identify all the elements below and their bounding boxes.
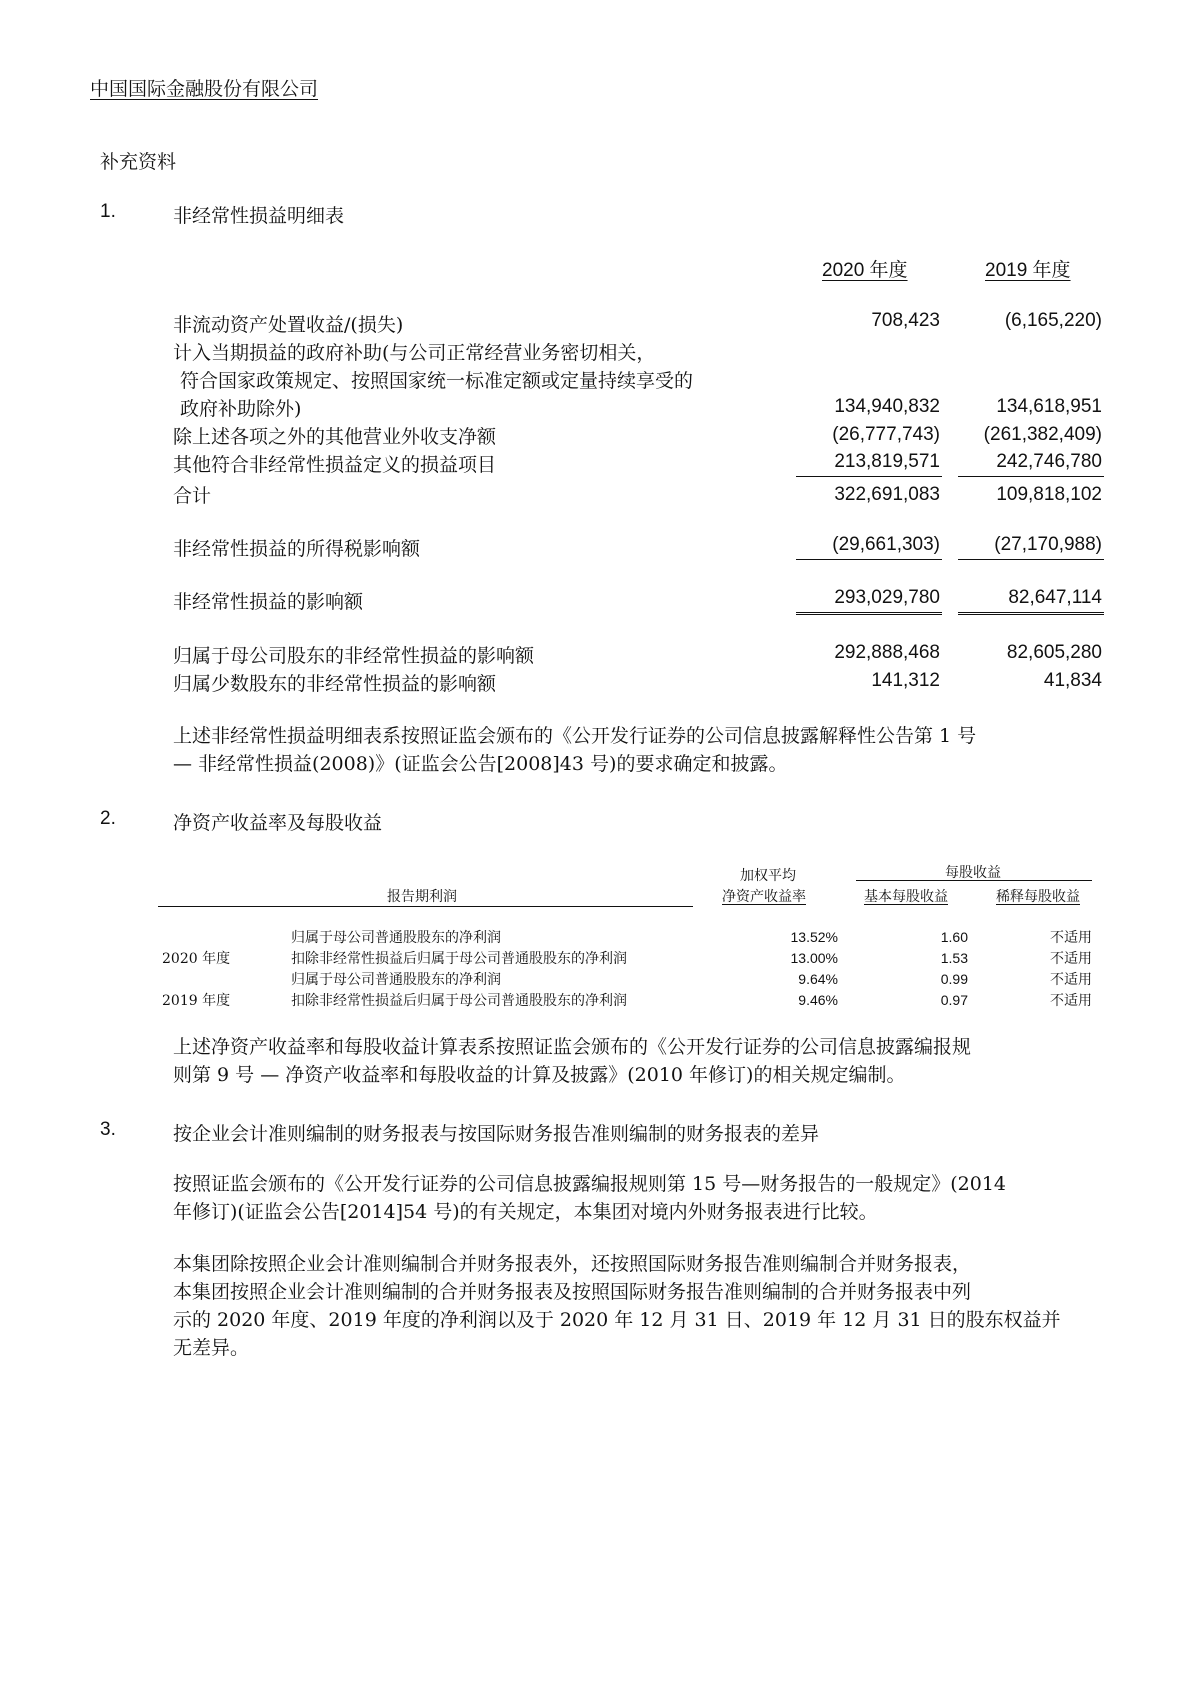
- row-gov-label-1: 计入当期损益的政府补助(与公司正常经营业务密切相关，: [173, 342, 656, 364]
- section1-note: [173, 722, 1113, 778]
- section3-para1: [173, 1170, 1113, 1226]
- roe-row-2-roe: 13.00%: [790, 950, 838, 966]
- row-total-2019: 109,818,102: [996, 484, 1102, 505]
- row-disposal-2019: (6,165,220): [1004, 310, 1102, 331]
- section3-para2-line4: 无差异。: [173, 1337, 250, 1359]
- section1-title: 非经常性损益明细表: [173, 205, 345, 227]
- section3-para2-line2: 本集团按照企业会计准则编制的合并财务报表及按照国际财务报告准则编制的合并财务报表中列: [173, 1281, 972, 1303]
- section3-para1-line1: 按照证监会颁布的《公开发行证券的公司信息披露编报规则第 15 号—财务报告的一般规定》(2014: [173, 1173, 1007, 1195]
- section1-note-line2: — 非经常性损益(2008)》(证监会公告[2008]43 号)的要求确定和披露。: [173, 753, 788, 775]
- hdr-profit: 报告期利润: [387, 889, 457, 905]
- roe-row-4-roe: 9.46%: [798, 992, 838, 1008]
- roe-row-2-year: 2020 年度: [162, 951, 231, 967]
- roe-row-4-label: 扣除非经常性损益后归属于母公司普通股股东的净利润: [291, 993, 627, 1009]
- section1-number: 1.: [100, 201, 116, 222]
- row-disposal-label: 非流动资产处置收益/(损失): [173, 314, 404, 336]
- row-parent-2019: 82,605,280: [1006, 642, 1102, 663]
- section3-para1-line2: 年修订)(证监会公告[2014]54 号)的有关规定，本集团对境内外财务报表进行比较。: [173, 1201, 878, 1223]
- roe-row-4-diluted: 不适用: [1050, 993, 1092, 1009]
- tax-rule-2020: [796, 559, 942, 560]
- section2-note-line1: 上述净资产收益率和每股收益计算表系按照证监会颁布的《公开发行证券的公司信息披露编报规: [173, 1036, 972, 1058]
- row-total-label: 合计: [173, 485, 212, 507]
- row-minority-2019: 41,834: [1043, 670, 1102, 691]
- roe-row-2-diluted: 不适用: [1050, 951, 1092, 967]
- roe-row-4-basic: 0.97: [940, 992, 968, 1008]
- tax-rule-2019: [958, 559, 1104, 560]
- row-gov-2020: 134,940,832: [834, 396, 940, 417]
- row-tax-label: 非经常性损益的所得税影响额: [173, 538, 421, 560]
- supplementary-title: 补充资料: [100, 151, 177, 173]
- row-other-nonop-2019: (261,382,409): [983, 424, 1102, 445]
- row-other-nonop-label: 除上述各项之外的其他营业外收支净额: [173, 426, 497, 448]
- roe-row-2-label: 扣除非经常性损益后归属于母公司普通股股东的净利润: [291, 951, 627, 967]
- roe-row-1-basic: 1.60: [940, 929, 968, 945]
- section2-number: 2.: [100, 808, 116, 829]
- row-tax-2019: (27,170,988): [994, 534, 1102, 555]
- company-name: 中国国际金融股份有限公司: [90, 78, 319, 100]
- row-parent-2020: 292,888,468: [834, 642, 940, 663]
- hdr-roe-line2: 净资产收益率: [722, 889, 806, 905]
- subtotal-rule-2020: [796, 476, 942, 477]
- section2-title: 净资产收益率及每股收益: [173, 812, 383, 834]
- row-gov-2019: 134,618,951: [996, 396, 1102, 417]
- hdr-basic-eps: 基本每股收益: [864, 889, 948, 905]
- row-disposal-2020: 708,423: [871, 310, 940, 331]
- roe-row-1-label: 归属于母公司普通股股东的净利润: [291, 930, 501, 946]
- hdr-eps: 每股收益: [945, 865, 1001, 881]
- row-other-items-2020: 213,819,571: [834, 451, 940, 472]
- subtotal-rule-2019: [958, 476, 1104, 477]
- row-total-2020: 322,691,083: [834, 484, 940, 505]
- eps-group-rule: [856, 880, 1092, 881]
- row-other-nonop-2020: (26,777,743): [832, 424, 940, 445]
- section2-note-line2: 则第 9 号 — 净资产收益率和每股收益的计算及披露》(2010 年修订)的相关规定编制。: [173, 1064, 906, 1086]
- roe-row-1-roe: 13.52%: [790, 929, 838, 945]
- roe-row-2-basic: 1.53: [940, 950, 968, 966]
- hdr-diluted-eps: 稀释每股收益: [996, 889, 1080, 905]
- section2-note: [173, 1033, 1113, 1089]
- row-gov-label-2: 符合国家政策规定、按照国家统一标准定额或定量持续享受的: [180, 370, 694, 392]
- row-other-items-2019: 242,746,780: [996, 451, 1102, 472]
- section3-number: 3.: [100, 1119, 116, 1140]
- row-impact-2020: 293,029,780: [834, 587, 940, 608]
- hdr-roe-line1: 加权平均: [740, 868, 796, 884]
- row-minority-2020: 141,312: [871, 670, 940, 691]
- col-header-2020: 2020 年度: [822, 260, 908, 281]
- row-tax-2020: (29,661,303): [832, 534, 940, 555]
- row-impact-2019: 82,647,114: [1008, 587, 1102, 608]
- roe-row-3-roe: 9.64%: [798, 971, 838, 987]
- roe-row-4-year: 2019 年度: [162, 993, 231, 1009]
- row-other-items-label: 其他符合非经常性损益定义的损益项目: [173, 454, 497, 476]
- section1-note-line1: 上述非经常性损益明细表系按照证监会颁布的《公开发行证券的公司信息披露解释性公告第 1 号: [173, 725, 977, 747]
- section3-para2: [173, 1250, 1113, 1362]
- impact-double-rule-2020: [796, 612, 942, 615]
- roe-row-3-diluted: 不适用: [1050, 972, 1092, 988]
- row-minority-label: 归属少数股东的非经常性损益的影响额: [173, 673, 497, 695]
- row-impact-label: 非经常性损益的影响额: [173, 591, 364, 613]
- row-parent-label: 归属于母公司股东的非经常性损益的影响额: [173, 645, 535, 667]
- section3-para2-line1: 本集团除按照企业会计准则编制合并财务报表外，还按照国际财务报告准则编制合并财务报表，: [173, 1253, 972, 1275]
- impact-double-rule-2019: [958, 612, 1104, 615]
- roe-row-1-diluted: 不适用: [1050, 930, 1092, 946]
- col-header-2019: 2019 年度: [985, 260, 1071, 281]
- row-gov-label-3: 政府补助除外): [180, 398, 302, 420]
- roe-row-3-basic: 0.99: [940, 971, 968, 987]
- profit-header-rule: [158, 906, 693, 907]
- section3-para2-line3: 示的 2020 年度、2019 年度的净利润以及于 2020 年 12 月 31 日、2019 年 12 月 31 日的股东权益并: [173, 1309, 1061, 1331]
- roe-row-3-label: 归属于母公司普通股股东的净利润: [291, 972, 501, 988]
- section3-title: 按企业会计准则编制的财务报表与按国际财务报告准则编制的财务报表的差异: [173, 1123, 820, 1145]
